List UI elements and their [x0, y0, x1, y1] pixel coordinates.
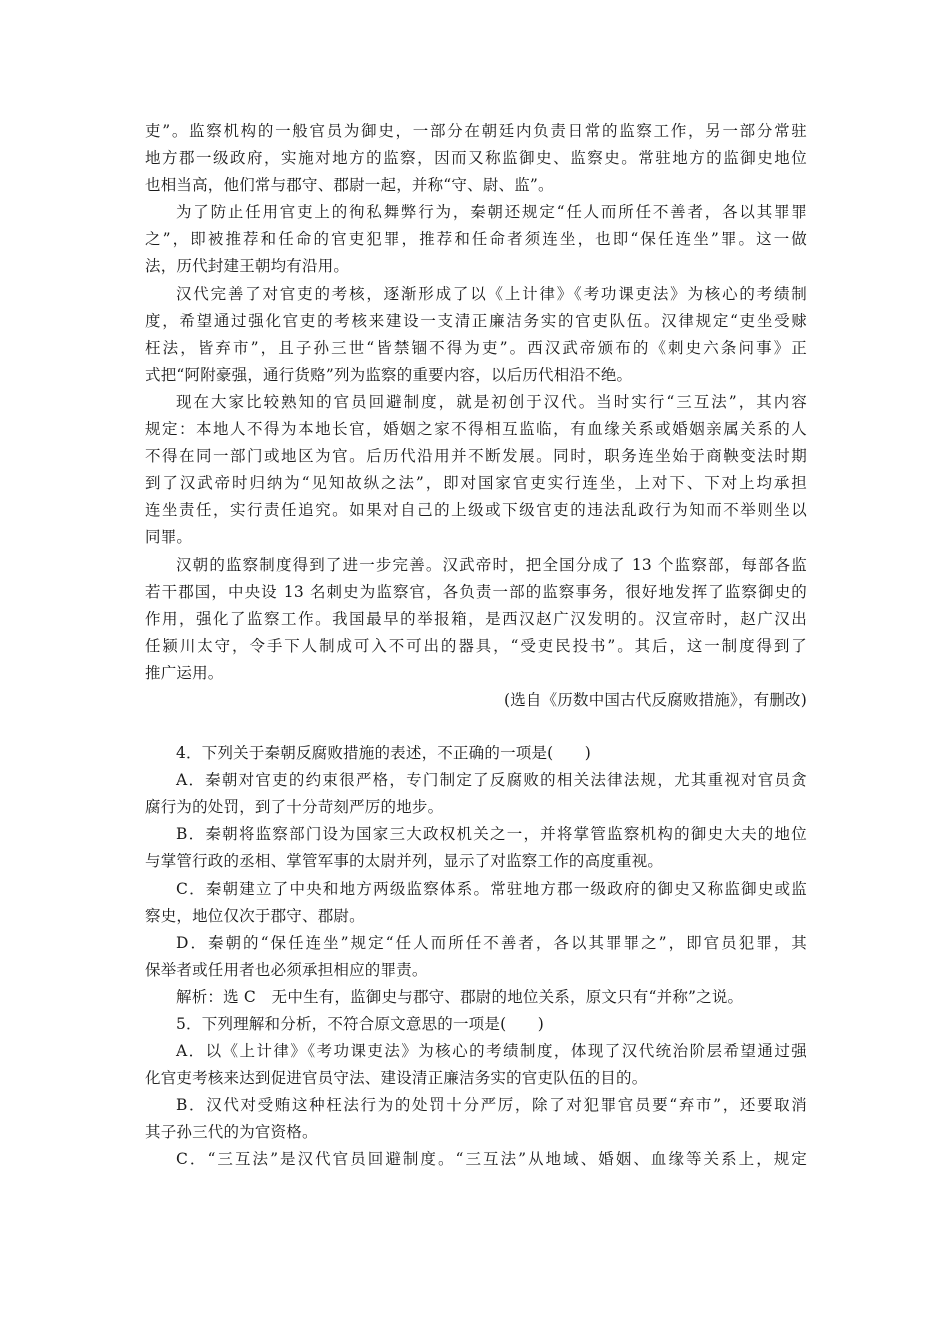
text-line: 与掌管行政的丞相、掌管军事的太尉并列，显示了对监察工作的高度重视。 — [145, 852, 664, 871]
answer-option — [145, 1038, 807, 1092]
paragraph — [145, 389, 807, 552]
section-gap — [145, 714, 807, 740]
answer-option — [145, 767, 807, 821]
text-line: 为了防止任用官吏上的徇私舞弊行为，秦朝还规定“任人而所任不善者，各以其罪罪 — [176, 203, 807, 222]
text-line: 同罪。 — [145, 528, 193, 547]
text-line: 现在大家比较熟知的官员回避制度，就是初创于汉代。当时实行“三互法”，其内容 — [176, 392, 807, 411]
text-line: 汉代完善了对官吏的考核，逐渐形成了以《上计律》《考功课吏法》为核心的考绩制 — [176, 284, 807, 303]
text-line: 推广运用。 — [145, 663, 224, 682]
text-line: C．秦朝建立了中央和地方两级监察体系。常驻地方郡一级政府的御史又称监御史或监 — [176, 879, 807, 898]
text-line: 吏”。监察机构的一般官员为御史，一部分在朝廷内负责日常的监察工作，另一部分常驻 — [145, 122, 807, 140]
paragraph — [145, 552, 807, 687]
text-line: 法，历代封建王朝均有沿用。 — [145, 257, 350, 276]
text-line: 保举者或任用者也必须承担相应的罪责。 — [145, 960, 428, 979]
text-line: 察史，地位仅次于郡守、郡尉。 — [145, 906, 365, 925]
text-line: B．秦朝将监察部门设为国家三大政权机关之一，并将掌管监察机构的御史大夫的地位 — [176, 825, 807, 844]
text-line: 式把“阿附豪强，通行货赂”列为监察的重要内容，以后历代相沿不绝。 — [145, 365, 633, 384]
paragraph — [145, 118, 807, 199]
text-line: 不得在同一部门或地区为官。后历代沿用并不断发展。同时，职务连坐始于商鞅变法时期 — [145, 447, 807, 466]
answer-option — [145, 821, 807, 875]
document-page — [145, 118, 807, 1174]
text-line: 枉法，皆弃市”，且子孙三世“皆禁锢不得为吏”。西汉武帝颁布的《刺史六条问事》正 — [145, 338, 807, 357]
text-line: B．汉代对受贿这种枉法行为的处罚十分严厉，除了对犯罪官员要“弃市”，还要取消 — [176, 1096, 807, 1115]
question-stem: 5．下列理解和分析，不符合原文意思的一项是( ) — [176, 1015, 544, 1033]
text-line: 若干郡国，中央设 13 名刺史为监察官，各负责一部的监察事务，很好地发挥了监察御史的 — [145, 582, 807, 601]
text-line: 其子孙三代的为官资格。 — [145, 1123, 318, 1142]
text-line: C．“三互法”是汉代官员回避制度。“三互法”从地域、婚姻、血缘等关系上，规定 — [176, 1150, 807, 1169]
paragraph — [145, 281, 807, 389]
text-line: 化官吏考核来达到促进官员守法、建设清正廉洁务实的官吏队伍的目的。 — [145, 1069, 648, 1088]
passage — [145, 118, 807, 714]
text-line: 任颍川太守，令手下人制成可入不可出的器具，“受吏民投书”。其后，这一制度得到了 — [145, 636, 807, 655]
text-line: 到了汉武帝时归纳为“见知故纵之法”，即对国家官吏实行连坐，上对下、下对上均承担 — [145, 474, 807, 493]
paragraph — [145, 199, 807, 280]
text-line: 地方郡一级政府，实施对地方的监察，因而又称监御史、监察史。常驻地方的监御史地位 — [145, 149, 807, 168]
questions-section — [145, 740, 807, 1174]
answer-option — [145, 1146, 807, 1173]
text-line: 汉朝的监察制度得到了进一步完善。汉武帝时，把全国分成了 13 个监察部，每部各监 — [176, 555, 807, 574]
text-line: D．秦朝的“保任连坐”规定“任人而所任不善者，各以其罪罪之”，即官员犯罪，其 — [176, 933, 807, 952]
question-stem: 4．下列关于秦朝反腐败措施的表述，不正确的一项是( ) — [176, 744, 592, 763]
answer-explanation: 解析：选 C 无中生有，监御史与郡守、郡尉的地位关系，原文只有“并称”之说。 — [176, 987, 744, 1006]
answer-option — [145, 876, 807, 930]
text-line: A．以《上计律》《考功课吏法》为核心的考绩制度，体现了汉代统治阶层希望通过强 — [176, 1042, 807, 1061]
text-line: 作用，强化了监察工作。我国最早的举报箱，是西汉赵广汉发明的。汉宣帝时，赵广汉出 — [145, 609, 807, 628]
answer-option — [145, 1092, 807, 1146]
text-line: 之”，即被推荐和任命的官吏犯罪，推荐和任命者须连坐，也即“保任连坐”罪。这一做 — [145, 230, 807, 249]
text-line: 度，希望通过强化官吏的考核来建设一支清正廉洁务实的官吏队伍。汉律规定“吏坐受赇 — [145, 311, 807, 330]
source-citation: (选自《历数中国古代反腐败措施》，有删改) — [503, 690, 807, 709]
text-line: 连坐责任，实行责任追究。如果对自己的上级或下级官吏的违法乱政行为知而不举则坐以 — [145, 501, 807, 520]
text-line: 腐行为的处罚，到了十分苛刻严厉的地步。 — [145, 798, 444, 817]
text-line: 规定：本地人不得为本地长官，婚姻之家不得相互监临，有血缘关系或婚姻亲属关系的人 — [145, 420, 807, 439]
text-line: A．秦朝对官吏的约束很严格，专门制定了反腐败的相关法律法规，尤其重视对官员贪 — [176, 771, 807, 790]
text-line: 也相当高，他们常与郡守、郡尉一起，并称“守、尉、监”。 — [145, 176, 554, 195]
answer-option — [145, 930, 807, 984]
